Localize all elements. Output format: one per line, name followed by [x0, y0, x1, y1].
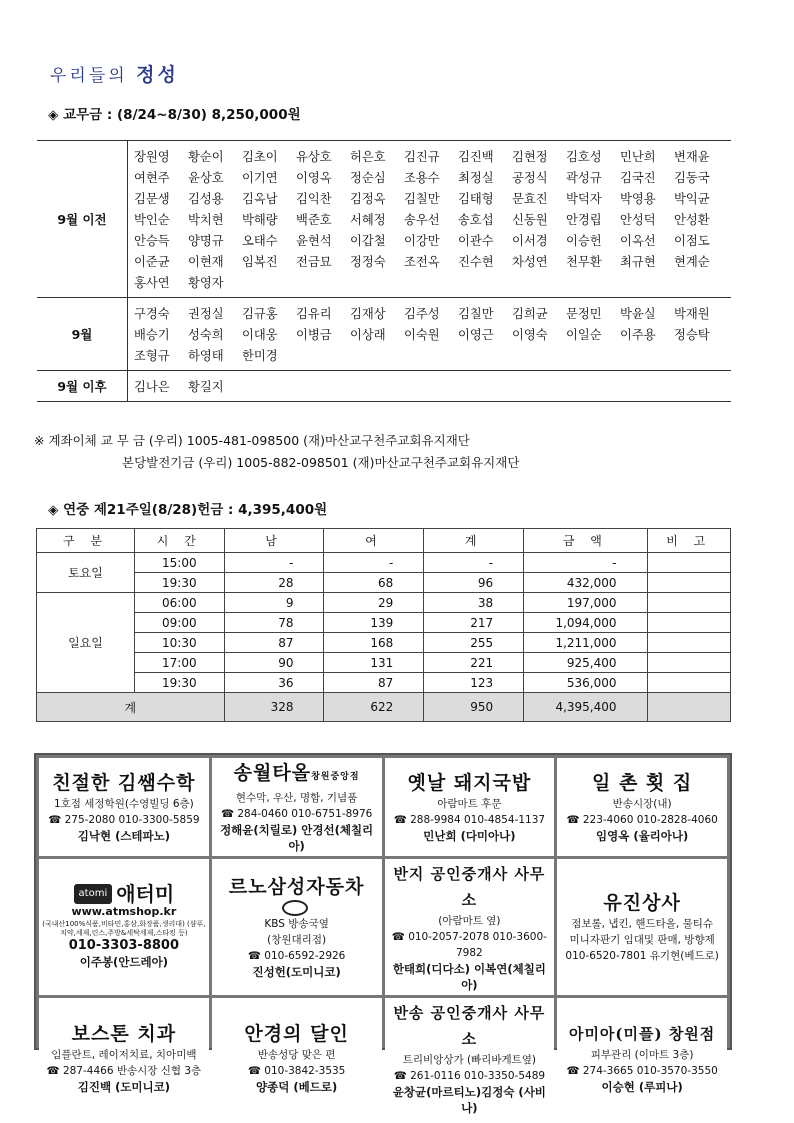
- ad-card: [39, 758, 209, 856]
- donor-name: 진수현: [458, 255, 494, 269]
- attendance-amount: 925,400: [524, 653, 647, 673]
- attendance-total: 96: [424, 573, 524, 593]
- ad-card: [385, 859, 555, 995]
- donor-name: 송호섭: [458, 213, 494, 227]
- donor-name: 홍사연: [134, 276, 170, 290]
- donor-name: 허은호: [350, 150, 386, 164]
- donor-name: 김유리: [296, 307, 332, 321]
- donor-name: 배승기: [134, 328, 170, 342]
- donor-name: 문효진: [512, 192, 548, 206]
- ad-card: [385, 998, 555, 1118]
- page-title: [50, 60, 179, 87]
- donor-name: 장원영: [134, 150, 170, 164]
- ad-line: 010-6520-7801 유기현(베드로): [565, 950, 719, 962]
- donor-name: 이옥선: [620, 234, 656, 248]
- attendance-total-row: [37, 693, 731, 722]
- donor-name: 성숙희: [188, 328, 224, 342]
- attendance-row: [37, 673, 731, 693]
- donor-name: 이대웅: [242, 328, 278, 342]
- ad-line: KBS 방송국옆: [264, 918, 329, 930]
- attendance-total-female: 622: [324, 693, 424, 722]
- attendance-male: 36: [224, 673, 324, 693]
- attendance-header-row: [37, 529, 731, 553]
- donor-name: 이승헌: [566, 234, 602, 248]
- donor-name: 황순이: [188, 150, 224, 164]
- ad-line: ☎ 223-4060 010-2828-4060: [566, 814, 718, 826]
- donor-name: 변재윤: [674, 150, 710, 164]
- attendance-day-label: 토요일: [37, 553, 135, 593]
- ad-card: [212, 859, 382, 995]
- ad-contact: 양종덕 (베드로): [256, 1080, 338, 1094]
- donor-name: 하영태: [188, 349, 224, 363]
- ad-card: [212, 998, 382, 1118]
- ad-contact: 한태희(디다소) 이복연(체칠리아): [392, 962, 546, 992]
- ad-line: 미니자판기 임대및 판매, 방향제: [569, 934, 715, 946]
- attendance-female: 131: [324, 653, 424, 673]
- ad-card: [385, 758, 555, 856]
- ad-line: 반송성당 맞은 편: [257, 1049, 336, 1061]
- donor-name: 안경립: [566, 213, 602, 227]
- ad-name: 일 촌 횟 집: [591, 772, 693, 794]
- attendance-time: 10:30: [134, 633, 224, 653]
- attendance-female: 68: [324, 573, 424, 593]
- attendance-female: 139: [324, 613, 424, 633]
- ad-line: 점보롤, 냅킨, 핸드타올, 물티슈: [571, 918, 713, 930]
- ad-line: ☎ 275-2080 010-3300-5859: [48, 814, 200, 826]
- donor-name: 이갑철: [350, 234, 386, 248]
- donor-name: 정순심: [350, 171, 386, 185]
- ad-line: ☎ 261-0116 010-3350-5489: [393, 1070, 546, 1082]
- donor-name: 한미경: [242, 349, 278, 363]
- donor-name: 김진규: [404, 150, 440, 164]
- donor-name: 박덕자: [566, 192, 602, 206]
- ad-name: 보스톤 치과: [71, 1023, 177, 1045]
- donor-group-names: [128, 141, 732, 298]
- donor-name: 박윤실: [620, 307, 656, 321]
- donor-name: 김태형: [458, 192, 494, 206]
- ad-line: 1호점 세정학원(수영빌딩 6층): [53, 798, 194, 810]
- ads-grid: [34, 753, 732, 1115]
- attendance-time: 09:00: [134, 613, 224, 633]
- ad-line: ☎ 274-3665 010-3570-3550: [566, 1065, 718, 1077]
- donor-name: 김칠만: [404, 192, 440, 206]
- attendance-total-note: [647, 693, 730, 722]
- donor-name: 현계순: [674, 255, 710, 269]
- attendance-male: -: [224, 553, 324, 573]
- attendance-note: [647, 613, 730, 633]
- attendance-total: 123: [424, 673, 524, 693]
- donor-name: 김초이: [242, 150, 278, 164]
- collection-title: ◈ 교무금 : (8/24~8/30) 8,250,000원: [48, 107, 301, 123]
- donor-name: 이관수: [458, 234, 494, 248]
- donor-group-label: 9월: [37, 298, 128, 371]
- donor-name: 조전옥: [404, 255, 440, 269]
- title-main: 정성: [136, 64, 179, 86]
- attendance-time: 15:00: [134, 553, 224, 573]
- donor-name: 조용수: [404, 171, 440, 185]
- atomy-logo: [74, 884, 175, 904]
- donor-name: 김정옥: [350, 192, 386, 206]
- donor-name: 송우선: [404, 213, 440, 227]
- donor-name: 최정실: [458, 171, 494, 185]
- ad-name: 아미아(미플) 창원점: [568, 1025, 716, 1043]
- donor-name: 박인순: [134, 213, 170, 227]
- donor-name: 김호성: [566, 150, 602, 164]
- ad-contact: 임영옥 (율리아나): [595, 829, 689, 843]
- ad-name: 유진상사: [603, 892, 681, 914]
- ad-line: ☎ 287-4466 반송시장 신협 3층: [46, 1065, 202, 1077]
- donor-name: 이준균: [134, 255, 170, 269]
- donor-name: 안성환: [674, 213, 710, 227]
- donor-name: 윤현석: [296, 234, 332, 248]
- attendance-total: -: [424, 553, 524, 573]
- donor-name: 황영자: [188, 276, 224, 290]
- donor-name: 이일순: [566, 328, 602, 342]
- attendance-row: [37, 653, 731, 673]
- attendance-note: [647, 593, 730, 613]
- ad-contact: 진성헌(도미니코): [252, 965, 341, 979]
- donor-name: 김재상: [350, 307, 386, 321]
- donor-name: 이병금: [296, 328, 332, 342]
- attendance-total: 217: [424, 613, 524, 633]
- donor-name: 이주용: [620, 328, 656, 342]
- attendance-total: 255: [424, 633, 524, 653]
- donor-name: 박영용: [620, 192, 656, 206]
- donor-name: 김옥남: [242, 192, 278, 206]
- donor-name: 유상호: [296, 150, 332, 164]
- attendance-total-male: 328: [224, 693, 324, 722]
- attendance-time: 06:00: [134, 593, 224, 613]
- title-prefix: 우리들의: [50, 66, 128, 86]
- ad-line: ☎ 288-9984 010-4854-1137: [393, 814, 546, 826]
- ad-line: ☎ 010-3842-3535: [247, 1065, 346, 1077]
- donor-name: 이현재: [188, 255, 224, 269]
- attendance-row: [37, 573, 731, 593]
- attendance-male: 78: [224, 613, 324, 633]
- atomy-logo-box: atomi: [74, 884, 113, 904]
- attendance-total: 221: [424, 653, 524, 673]
- attendance-amount: 197,000: [524, 593, 647, 613]
- attendance-male: 90: [224, 653, 324, 673]
- donor-name: 문정민: [566, 307, 602, 321]
- attendance-amount: 1,094,000: [524, 613, 647, 633]
- donor-name: 전금묘: [296, 255, 332, 269]
- donor-name: 김희균: [512, 307, 548, 321]
- attendance-male: 87: [224, 633, 324, 653]
- atomy-logo-text: 애터미: [116, 882, 175, 906]
- ad-url: www.atmshop.kr: [71, 905, 177, 918]
- donor-name: 차성연: [512, 255, 548, 269]
- donor-name: 김성용: [188, 192, 224, 206]
- car-logo-icon: [282, 900, 308, 916]
- ad-line: (창원대리점): [267, 934, 327, 946]
- ad-line: 트리비앙상가 (빠리바게트옆): [402, 1054, 536, 1066]
- donor-group-names: [128, 298, 732, 371]
- attendance-row: [37, 553, 731, 573]
- attendance-row: [37, 633, 731, 653]
- ad-name: 안경의 달인: [244, 1023, 349, 1045]
- donor-name: 조형규: [134, 349, 170, 363]
- donor-name: 이영숙: [512, 328, 548, 342]
- ad-phone: 010-3303-8800: [68, 938, 180, 953]
- donor-group-row: [37, 298, 731, 371]
- donor-name: 김규홍: [242, 307, 278, 321]
- donor-name: 신동원: [512, 213, 548, 227]
- attendance-note: [647, 553, 730, 573]
- ad-line: 반송시장(내): [612, 798, 672, 810]
- donor-name: 오태수: [242, 234, 278, 248]
- donor-name: 임복진: [242, 255, 278, 269]
- ad-name-sub: 창원중앙점: [311, 772, 360, 782]
- account-note: [34, 430, 519, 474]
- attendance-header-cell: 구 분: [37, 529, 135, 553]
- donor-group-label: 9월 이전: [37, 141, 128, 298]
- attendance-male: 28: [224, 573, 324, 593]
- attendance-header-cell: 계: [424, 529, 524, 553]
- ad-line: ☎ 284-0460 010-6751-8976: [220, 808, 373, 820]
- ad-line: 현수막, 우산, 명함, 기념품: [235, 792, 358, 804]
- attendance-note: [647, 573, 730, 593]
- donor-name: 김국진: [620, 171, 656, 185]
- ad-card: [212, 758, 382, 856]
- donor-name: 안성덕: [620, 213, 656, 227]
- ad-fineprint: (국내산100%식품,비타민,홍삼,화장품,생리대) (샴푸,치약,세제,린스,주방&세탁세제,스타킹 등): [42, 920, 206, 937]
- donor-name: 이기연: [242, 171, 278, 185]
- ad-card: [557, 998, 727, 1118]
- ad-contact: 김낙현 (스테파노): [77, 829, 171, 843]
- donor-name: 이숙원: [404, 328, 440, 342]
- donor-name: 박재원: [674, 307, 710, 321]
- donor-name: 민난희: [620, 150, 656, 164]
- ad-contact: 윤창균(마르티노)김정숙 (사비나): [392, 1085, 546, 1115]
- attendance-time: 19:30: [134, 673, 224, 693]
- donor-name: 김동국: [674, 171, 710, 185]
- attendance-note: [647, 653, 730, 673]
- ad-line: (아람마트 옆): [438, 915, 501, 927]
- ad-card: [557, 758, 727, 856]
- attendance-amount: 536,000: [524, 673, 647, 693]
- donor-name: 천무환: [566, 255, 602, 269]
- donor-name: 김현정: [512, 150, 548, 164]
- ad-line: 피부관리 (이마트 3층): [590, 1049, 694, 1061]
- donor-name: 정승탁: [674, 328, 710, 342]
- donor-name: 김주성: [404, 307, 440, 321]
- donor-name: 최규현: [620, 255, 656, 269]
- attendance-amount: 432,000: [524, 573, 647, 593]
- donor-group-names: [128, 371, 732, 402]
- donor-name: 공정식: [512, 171, 548, 185]
- ad-line: 임플란트, 레이저치료, 치아미백: [51, 1049, 197, 1061]
- attendance-header-cell: 금 액: [524, 529, 647, 553]
- donor-name: 황길지: [188, 380, 224, 394]
- donor-name: 김문생: [134, 192, 170, 206]
- ad-name: 친절한 김쌤수학: [52, 772, 196, 794]
- donor-name-grid: [128, 377, 731, 395]
- attendance-male: 9: [224, 593, 324, 613]
- ad-line: ☎ 010-2057-2078 010-3600-7982: [391, 931, 547, 959]
- ad-contact: 이주봉(안드레아): [79, 955, 169, 969]
- ad-name: 르노삼성자동차: [228, 876, 365, 898]
- attendance-amount: 1,211,000: [524, 633, 647, 653]
- ad-contact: 민난희 (다미아나): [423, 829, 516, 843]
- attendance-female: 168: [324, 633, 424, 653]
- donor-name: 김진백: [458, 150, 494, 164]
- donor-name-grid: [128, 147, 731, 291]
- donor-name: 정정숙: [350, 255, 386, 269]
- ad-card: [39, 859, 209, 995]
- attendance-female: -: [324, 553, 424, 573]
- donor-name: 박치현: [188, 213, 224, 227]
- donor-name: 구경숙: [134, 307, 170, 321]
- account-line-1: ※ 계좌이체 교 무 금 (우리) 1005-481-098500 (재)마산교구천주교회유지재단: [34, 433, 470, 448]
- attendance-day-label: 일요일: [37, 593, 135, 693]
- ad-line: 아람마트 후문: [437, 798, 502, 810]
- donor-group-label: 9월 이후: [37, 371, 128, 402]
- donor-name: 이강만: [404, 234, 440, 248]
- attendance-note: [647, 633, 730, 653]
- attendance-amount: -: [524, 553, 647, 573]
- attendance-total-sum: 950: [424, 693, 524, 722]
- donor-name: 이상래: [350, 328, 386, 342]
- attendance-header-cell: 시 간: [134, 529, 224, 553]
- attendance-note: [647, 673, 730, 693]
- donor-name: 윤상호: [188, 171, 224, 185]
- donor-name: 김칠만: [458, 307, 494, 321]
- ad-contact: 정해윤(치릴로) 안경선(체칠리아): [220, 823, 374, 853]
- attendance-title: ◈ 연중 제21주일(8/28)헌금 : 4,395,400원: [48, 502, 328, 518]
- donor-table: [37, 140, 731, 402]
- donor-name: 곽성규: [566, 171, 602, 185]
- attendance-header-cell: 비 고: [647, 529, 730, 553]
- account-line-2: 본당발전기금 (우리) 1005-882-098501 (재)마산교구천주교회유지재단: [122, 455, 520, 470]
- attendance-header-cell: 남: [224, 529, 324, 553]
- ad-contact: 이승현 (루피나): [601, 1080, 683, 1094]
- donor-name: 박익균: [674, 192, 710, 206]
- attendance-table: [36, 528, 731, 722]
- ad-card: [39, 998, 209, 1118]
- donor-name: 안승득: [134, 234, 170, 248]
- donor-name: 양명규: [188, 234, 224, 248]
- attendance-time: 19:30: [134, 573, 224, 593]
- ad-name: 옛날 돼지국밥: [407, 772, 532, 794]
- donor-name: 김익찬: [296, 192, 332, 206]
- attendance-time: 17:00: [134, 653, 224, 673]
- attendance-female: 87: [324, 673, 424, 693]
- donor-name: 권정실: [188, 307, 224, 321]
- donor-name: 이영옥: [296, 171, 332, 185]
- donor-name: 백준호: [296, 213, 332, 227]
- donor-name: 김나은: [134, 380, 170, 394]
- donor-name: 박해량: [242, 213, 278, 227]
- attendance-header-cell: 여: [324, 529, 424, 553]
- attendance-total-amount: 4,395,400: [524, 693, 647, 722]
- donor-group-row: [37, 371, 731, 402]
- donor-name-grid: [128, 304, 731, 364]
- ad-name: 송월타올창원중앙점: [233, 762, 360, 784]
- attendance-total-label: 계: [37, 693, 225, 722]
- donor-name: 이영근: [458, 328, 494, 342]
- ad-contact: 김진백 (도미니코): [77, 1080, 171, 1094]
- attendance-row: [37, 613, 731, 633]
- donor-name: 이점도: [674, 234, 710, 248]
- ad-line: ☎ 010-6592-2926: [247, 950, 346, 962]
- ad-name: 반송 공인중개사 사무소: [393, 1004, 546, 1048]
- ad-card: [557, 859, 727, 995]
- ad-name: 반지 공인중개사 사무소: [393, 865, 546, 909]
- attendance-row: [37, 593, 731, 613]
- attendance-total: 38: [424, 593, 524, 613]
- donor-group-row: [37, 141, 731, 298]
- donor-name: 이서경: [512, 234, 548, 248]
- donor-name: 서혜정: [350, 213, 386, 227]
- donor-name: 여현주: [134, 171, 170, 185]
- attendance-female: 29: [324, 593, 424, 613]
